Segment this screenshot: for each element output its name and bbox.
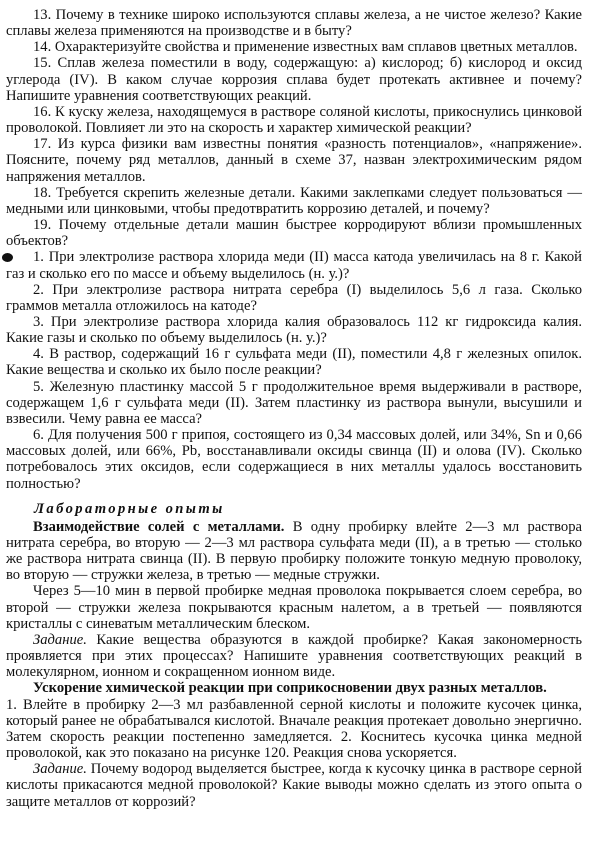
problems-block [6,249,582,491]
problem-5: 5. Железную пластинку массой 5 г продолжительное время выдерживали в растворе, содержащем 1,6 г сульфата меди (II). Затем пластинку из раствора вынули, высушили и взвесили. Чему равна ее масса? [6,378,582,427]
experiment-1-task [6,632,582,680]
experiment-1-text: В одну пробирку влейте 2—3 мл раствора нитрата серебра, во вторую — 2—3 мл раствора сульфата меди (II), а в третью — столько же раствора нитрата свинца (II). В первую пробирку положите тонкую медную проволоку, во вторую — стружки железа, в третью — медные стружки. [6,518,582,584]
question-18: 18. Требуется скрепить железные детали. Какими заклепками следует пользоваться — медными или цинковыми, чтобы предотвратить коррозию деталей, и почему? [6,184,582,217]
experiment-2-heading [6,680,582,696]
experiment-1-task-text: Какие вещества образуются в каждой пробирке? Какая закономерность проявляется при этих процессах? Напишите уравнения соответствующих реакций в молекулярном, ионном и сокращенном ионном виде. [6,631,582,681]
question-14: 14. Охарактеризуйте свойства и применение известных вам сплавов цветных металлов. [33,39,578,56]
question-15: 15. Сплав железа поместили в воду, содержащую: а) кислород; б) кислород и оксид углерода (IV). В каком случае коррозия сплава будет протекать активнее и почему? Напишите уравнения соответствующих реакций. [6,55,582,104]
problem-1: 1. При электролизе раствора хлорида меди (II) масса катода увеличилась на 8 г. Какой газ и сколько его по массе и объему выделилось (н. у.)? [6,249,582,282]
experiment-2-text: 1. Влейте в пробирку 2—3 мл разбавленной серной кислоты и положите кусочек цинка, который ранее не обрабатывался кислотой. Вначале реакция протекает довольно энергично. Затем скорость реакции постепенно замедляется. 2. Коснитесь кусочка цинка медной проволокой, как это показано на рисунке 120. Реакция снова ускоряется. [6,696,582,762]
problem-4: 4. В раствор, содержащий 16 г сульфата меди (II), поместили 4,8 г железных опилок. Какие вещества и сколько их было после реакции? [6,346,582,379]
question-16: 16. К куску железа, находящемуся в растворе соляной кислоты, прикоснулись цинковой проволокой. Повлияет ли это на скорость и характер химической реакции? [6,103,582,137]
lab-section-heading: Лабораторные опыты [34,500,225,517]
question-19: 19. Почему отдельные детали машин быстрее корродируют вблизи промышленных объектов? [6,217,582,250]
problem-6: 6. Для получения 500 г припоя, состоящего из 0,34 массовых долей, или 34%, Sn и 0,66 массовых долей, или 66%, Pb, восстанавливали оксиды свинца (II) и олова (IV). Сколько потребовалось этих оксидов, если содержащиеся в них металлы удалось восстановить полностью? [6,427,582,492]
question-13: 13. Почему в технике широко используются сплавы железа, а не чистое железо? Какие сплавы железа применяются на производстве и в быту? [6,7,582,40]
textbook-page [6,7,582,810]
experiment-2-task [6,761,582,809]
problem-3: 3. При электролизе раствора хлорида калия образовалось 112 кг гидроксида калия. Какие газы и сколько по объему выделилось (н. у.)? [6,313,582,347]
task-label: Задание. [33,631,87,648]
experiment-1-intro [6,519,582,584]
problem-2: 2. При электролизе раствора нитрата серебра (I) выделилось 5,6 л газа. Сколько граммов металла отложилось на катоде? [6,281,582,314]
experiment-2-task-text: Почему водород выделяется быстрее, когда к кусочку цинка в растворе серной кислоты прикасаются медной проволокой? Какие выводы можно сделать из этого опыта о защите металлов от коррозий? [6,761,582,810]
task-label: Задание. [33,761,87,778]
experiment-2-title: Ускорение химической реакции при соприкосновении двух разных металлов. [33,680,547,697]
experiment-1-observation: Через 5—10 мин в первой пробирке медная проволока покрывается слоем серебра, во второй — стружки железа покрываются красным налетом, а в третьей — появляются кристаллы с синеватым металлическим блеском. [6,583,582,632]
experiment-1-title: Взаимодействие солей с металлами. [33,518,285,535]
question-17: 17. Из курса физики вам известны понятия «разность потенциалов», «напряжение». Поясните, почему ряд металлов, данный в схеме 37, назван электрохимическим рядом напряжения металлов. [6,136,582,185]
